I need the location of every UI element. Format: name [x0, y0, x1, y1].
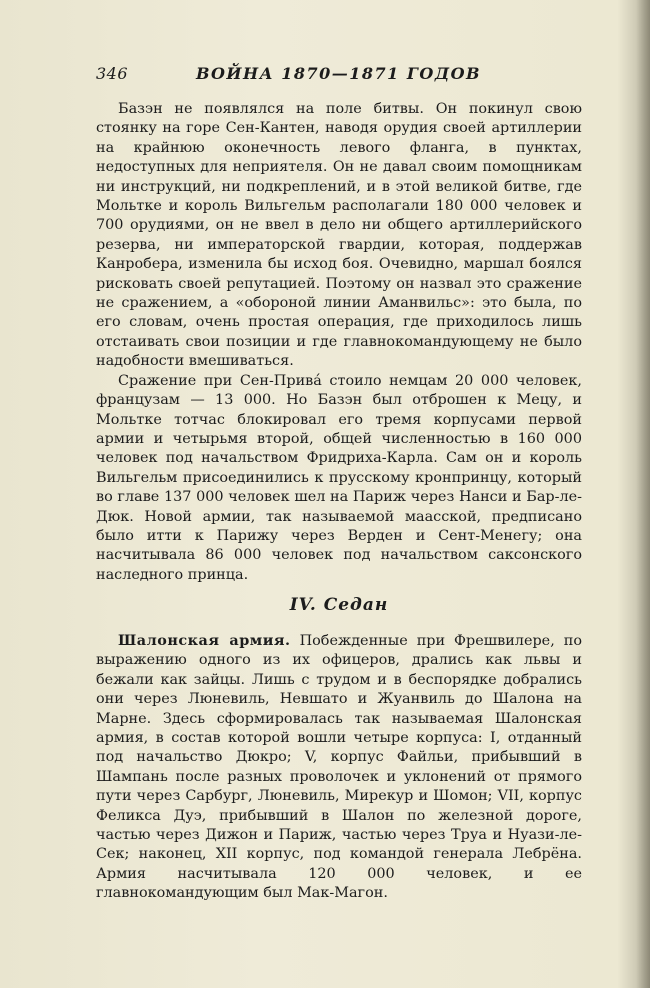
- page-number: 346: [96, 64, 129, 83]
- body-text-section: [96, 631, 582, 904]
- paragraph-bazaine: Базэн не появлялся на поле битвы. Он покинул свою стоянку на горе Сен-Кантен, наводя орудия своей артиллерии на крайнюю оконечность левого фланга, в пунктах, недоступных для неприятеля. Он не давал своим помощникам ни инструкций, ни подкреплений, и в этой великой битве, где Мольтке и король Вильгельм располагали 180 000 человек и 700 орудиями, он не ввел в дело ни общего артиллерийского резерва, ни императорской гвардии, которая, поддержав Канробера, изменила бы исход боя. Очевидно, маршал боялся рисковать своей репутацией. Поэтому он назвал это сражение не сражением, а «обороной линии Аманвильс»: это была, по его словам, очень простая операция, где приходилось лишь отстаивать свои позиции и где главнокомандующему не было надобности вмешиваться.: [96, 101, 582, 370]
- paragraph-chalons-army: [96, 631, 582, 904]
- paragraph-saint-privat: Сражение при Сен-Привá стоило немцам 20 000 человек, французам — 13 000. Но Базэн был отброшен к Мецу, и Мольтке тотчас блокировал его тремя корпусами первой армии и четырьмя второй, общей численностью в 160 000 человек под начальством Фридриха-Карла. Сам он и король Вильгельм присоединились к прусскому кронпринцу, который во главе 137 000 человек шел на Париж через Нанси и Бар-ле-Дюк. Новой армии, так называемой маасской, предписано было итти к Парижу через Верден и Сент-Менегу; она насчитывала 86 000 человек под начальством саксонского наследного принца.: [96, 372, 582, 583]
- run-in-title: Шалонская армия.: [118, 632, 291, 649]
- section-heading: IV. Седан: [289, 595, 389, 615]
- page-edge-shadow: [636, 0, 650, 988]
- page-header: [96, 64, 581, 88]
- running-title: ВОЙНА 1870—1871 ГОДОВ: [195, 64, 482, 83]
- paragraph-chalons-text: Побежденные при Фрешвилере, по выражению одного из их офицеров, дрались как львы и бежали как зайцы. Лишь с трудом и в беспорядке добрались они через Люневиль, Невшато и Жуанвиль до Шалона на Марне. Здесь сформировалась так называемая Шалонская армия, в состав которой вошли четыре корпуса: I, отданный под начальство Дюкро; V, корпус Файльи, прибывший в Шампань после разных проволочек и уклонений от прямого пути через Сарбург, Люневиль, Мирекур и Шомон; VII, корпус Феликса Дуэ, прибывший в Шалон по железной дороге, частью через Дижон и Париж, частью через Труа и Нуази-ле-Сек; наконец, XII корпус, под командой генерала Лебрёна. Армия насчитывала 120 000 человек, и ее главнокомандующим был Мак-Магон.: [96, 633, 582, 902]
- body-text-top: [96, 100, 582, 585]
